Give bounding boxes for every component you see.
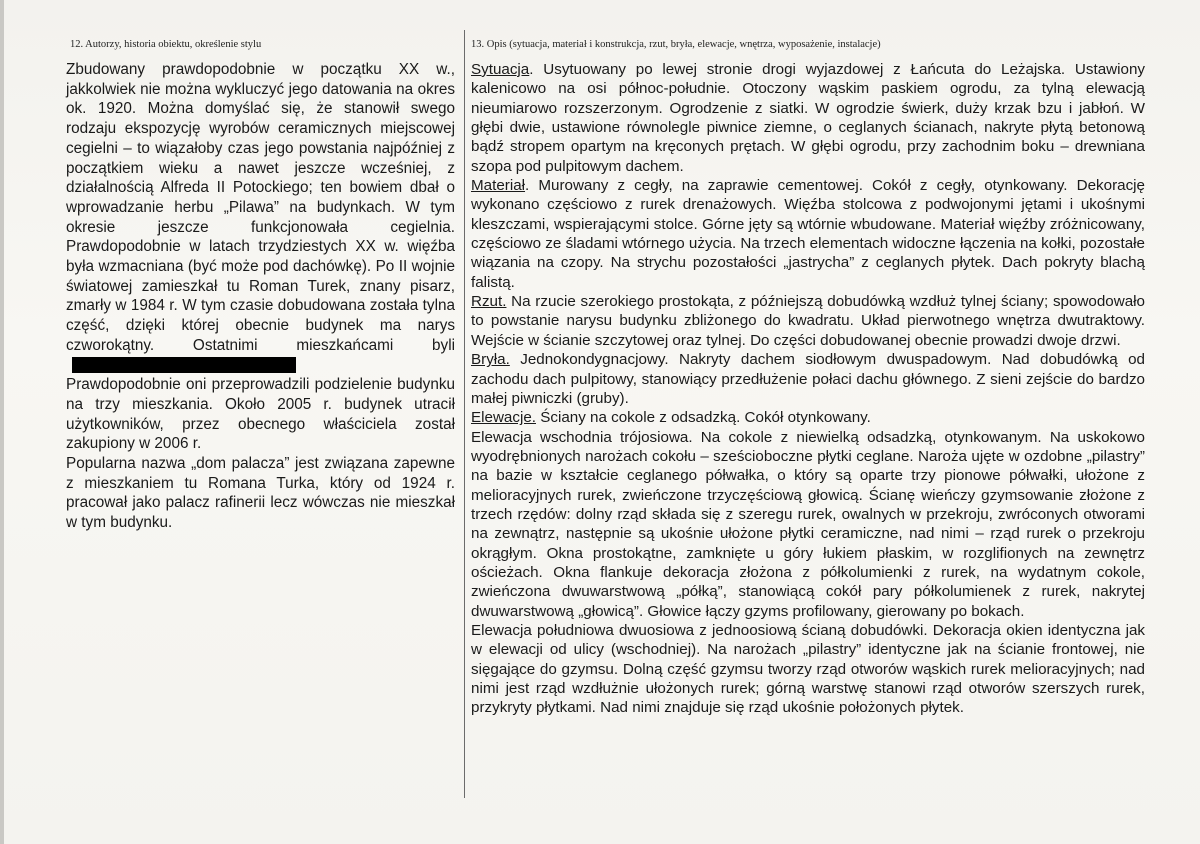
section-label: Elewacje. (471, 409, 536, 427)
column-divider (464, 30, 465, 798)
history-paragraph-2: Prawdopodobnie oni przeprowadzili podzielenie budynku na trzy mieszkania. Około 2005 r. budynek utracił użytkowników, przez obecnego właściciela został zakupiony w 2006 r. (66, 376, 455, 453)
section-bryla: Bryła. Jednokondygnacjowy. Nakryty dachem siodłowym dwuspadowym. Nad dobudówką od zachodu dach pulpitowy, stanowiący przedłużenie połaci dachu głównego. Z sieni zejście do bardzo małej piwniczki (gruby). (471, 351, 1145, 407)
right-column-header: 13. Opis (sytuacja, materiał i konstrukcja, rzut, bryła, elewacje, wnętrza, wyposażenie, instalacje) (471, 39, 881, 50)
history-paragraph-1: Zbudowany prawdopodobnie w początku XX w., jakkolwiek nie można wykluczyć jego datowania na okres ok. 1920. Można domyślać się, że stanowił swego rodzaju ekspozycję wyrobów ceramicznych miejscowej cegielni – to wiązałoby czas jego powstania najpóźniej z początkiem wieku a nawet jeszcze wcześniej, z działalnością Alfreda II Potockiego; ten bowiem dbał o wprowadzanie herbu „Pilawa” na budynkach. W tym okresie jeszcze funkcjonowała cegielnia. Prawdopodobnie w latach trzydziestych XX w. więźba była wzmacniana (być może pod dachówkę). Po II wojnie światowej zamieszkał tu Roman Turek, znany pisarz, zmarły w 1984 r. W tym czasie dobudowana została tylna część, dzięki której obecnie budynek ma narys czworokątny. Ostatnimi mieszkańcami byli (66, 60, 455, 375)
left-column-header: 12. Autorzy, historia obiektu, określenie stylu (70, 39, 262, 50)
left-column-text (66, 60, 455, 533)
section-elewacja-wschodnia: Elewacja wschodnia trójosiowa. Na cokole z niewielką odsadzką, otynkowanym. Na uskokowo wyodrębnionych narożach cokołu – sześcioboczne płytki ceglane. Naroża ujęte w ozdobne „pilastry” na bazie w kształcie ceglanego półwałka, o który są oparte trzy pionowe półwałki, ułożone z melioracyjnych rurek, zwieńczone trzyczęściową głowicą. Ścianę wieńczy gzymsowanie złożone z trzech rzędów: dolny rząd składa się z szeregu rurek, owalnych w przekroju, zwróconych otworami na zewnątrz, następnie są ukośnie ułożone płytki ceramiczne, nad nimi – rząd rurek o przekroju okrągłym. Okna prostokątne, zamknięte u góry łukiem płaskim, w rozglifionych na zewnętrz ościeżach. Okna flankuje dekoracja złożona z półkolumienki z rurek, na wydatnym cokole, zwieńczona dwuwarstwową „półką”, stanowiącą cokół pary półkolumienek z rurek, nakrytej dwuwarstwową „głowicą”. Głowice łączy gzyms profilowany, gierowany po bokach. (471, 428, 1145, 620)
section-elewacja-poludniowa: Elewacja południowa dwuosiowa z jednoosiową ścianą dobudówki. Dekoracja okien identyczna jak w elewacji od ulicy (wschodniej). Na narożach „pilastry” identyczne jak na ścianie frontowej, nie sięgające do gzymsu. Dolną część gzymsu tworzy rząd otworów wąskich rurek melioracyjnych; nad nimi jest rząd wzdłużnie ułożonych rurek; górną warstwę stanowi rząd otworów szerszych rurek, przykryty płytkami. Nad nimi znajduje się rząd ukośnie położonych płytek. (471, 621, 1145, 717)
redacted-names-bar (72, 357, 296, 373)
section-label: Materiał (471, 177, 526, 195)
history-paragraph-3: Popularna nazwa „dom palacza” jest związana zapewne z mieszkaniem tu Romana Turka, który od 1924 r. pracował jako palacz rafinerii lecz wówczas nie mieszkał w tym budynku. (66, 455, 455, 532)
right-column-text (471, 60, 1145, 718)
section-sytuacja: Sytuacja. Usytuowany po lewej stronie drogi wyjazdowej z Łańcuta do Leżajska. Ustawiony kalenicowo na osi północ-południe. Otoczony wąskim paskiem ogrodu, za tylną elewacją nieumiarowo rozszerzonym. Ogrodzenie z siatki. W ogrodzie świerk, duży krzak bzu i jabłoń. W głębi dwie, ustawione równolegle piwnice ziemne, o ceglanych ścianach, nakryte płytą betonową bądź stropem opartym na kręconych prętach. W głębi ogrodu, przy zachodnim boku – drewniana szopa pod pulpitowym dachem. (471, 61, 1145, 175)
section-label: Sytuacja (471, 61, 530, 78)
section-label: Bryła. (471, 351, 510, 369)
section-material: Materiał. Murowany z cegły, na zaprawie cementowej. Cokół z cegły, otynkowany. Dekorację wykonano częściowo z rurek drenażowych. Więźba stolcowa z podwojonymi jętami i ukośnymi kleszczami, wspierającymi stolce. Górne jęty są wtórnie wbudowane. Materiał więźby zróżnicowany, częściowo ze śladami wtórnego użycia. Na trzech elementach widoczne łączenia na kołki, pozostałe wiązania na czopy. Na strychu pozostałości „jastrycha” z ceglanych płytek. Dach pokryty blachą falistą. (471, 177, 1145, 291)
scan-edge (0, 0, 4, 844)
section-label: Rzut. (471, 293, 507, 311)
section-elewacje: Elewacje. Ściany na cokole z odsadzką. Cokół otynkowany. (471, 409, 871, 427)
section-rzut: Rzut. Na rzucie szerokiego prostokąta, z późniejszą dobudówką wzdłuż tylnej ściany; spowodowało to powstanie narysu budynku zbliżonego do kwadratu. Układ pierwotnego wnętrza dwutraktowy. Wejście w ścianie szczytowej oraz tylnej. Do części dobudowanej obecnie prowadzi dwoje drzwi. (471, 293, 1145, 349)
